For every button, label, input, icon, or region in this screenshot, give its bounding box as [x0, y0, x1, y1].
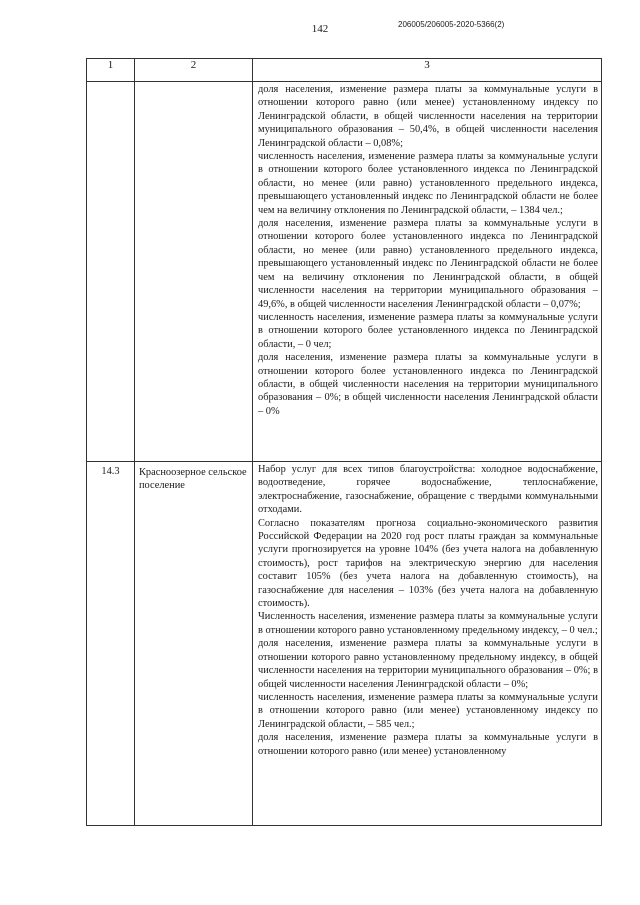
- settlement-name-cell: [135, 82, 253, 462]
- paragraph: доля населения, изменение размера платы за коммунальные услуги в отношении которого более установленного индекса по Ленинградской области, но менее (или равно) установленного предельного индекса, превышающего установленный индекс по Ленинградской области не более чем на величину отклонения по Ленинградской области, в общей численности населения на территории муниципального образования – 49,6%, в общей численности населения Ленинградской области – 0,07%;: [258, 218, 598, 310]
- paragraph: доля населения, изменение размера платы за коммунальные услуги в отношении которого более установленного индекса по Ленинградской области, в общей численности населения на территории муниципального образования – 0%; в общей численности населения Ленинградской области – 0%: [258, 352, 598, 417]
- page-number: 142: [311, 23, 329, 35]
- description-cell: [253, 462, 602, 826]
- paragraph: численность населения, изменение размера платы за коммунальные услуги в отношении которого более установленного индекса по Ленинградской области, но менее (или равно) установленного предельного индекса, превышающего установленный индекс по Ленинградской области не более чем на величину отклонения по Ленинградской области, – 1384 чел.;: [258, 151, 598, 216]
- paragraph: численность населения, изменение размера платы за коммунальные услуги в отношении которого более установленного индекса по Ленинградской области, – 0 чел;: [258, 311, 598, 350]
- column-number-2: 2: [135, 59, 253, 82]
- row-number-cell: 14.3: [87, 462, 135, 826]
- paragraph: доля населения, изменение размера платы за коммунальные услуги в отношении которого равно (или менее) установленному: [258, 732, 598, 757]
- row-number-cell: [87, 82, 135, 462]
- paragraph: Набор услуг для всех типов благоустройства: холодное водоснабжение, водоотведение, горячее водоснабжение, теплоснабжение, электроснабжение, газоснабжение, обращение с твердыми коммунальными отходами.: [258, 464, 598, 516]
- paragraph: Численность населения, изменение размера платы за коммунальные услуги в отношении которого равно установленному предельному индексу, – 0 чел.;: [258, 611, 598, 636]
- description-cell: [253, 82, 602, 462]
- data-table: [86, 58, 602, 826]
- paragraph: численность населения, изменение размера платы за коммунальные услуги в отношении которого равно (или менее) установленному индексу по Ленинградской области, – 585 чел.;: [258, 691, 598, 730]
- settlement-name-cell: Красноозерное сельское поселение: [135, 462, 253, 826]
- column-number-3: 3: [253, 59, 602, 82]
- table-row: [87, 82, 602, 462]
- paragraph: доля населения, изменение размера платы за коммунальные услуги в отношении которого равно установленному предельному индексу, в общей численности населения на территории муниципального образования – 0%; в общей численности населения Ленинградской области – 0%;: [258, 638, 598, 690]
- paragraph: доля населения, изменение размера платы за коммунальные услуги в отношении которого равно (или менее) установленному индексу по Ленинградской области, в общей численности населения на территории муниципального образования – 50,4%, в общей численности населения Ленинградской области – 0,08%;: [258, 84, 598, 149]
- table-header-row: [87, 59, 602, 82]
- table-row: [87, 462, 602, 826]
- document-id: 206005/206005-2020-5366(2): [398, 20, 505, 29]
- column-number-1: 1: [87, 59, 135, 82]
- paragraph: Согласно показателям прогноза социально-экономического развития Российской Федерации на 2020 год рост платы граждан за коммунальные услуги прогнозируется на уровне 104% (без учета налога на добавленную стоимость), рост тарифов на электрическую энергию для населения составит 105% (без учета налога на добавленную стоимость), на газоснабжение для населения – 103% (без учета налога на добавленную стоимость).: [258, 517, 598, 610]
